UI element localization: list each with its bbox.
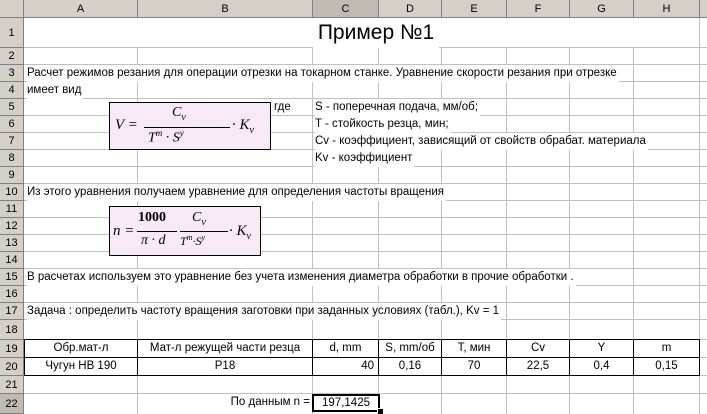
formula2-num1: 1000 <box>138 210 166 225</box>
formula-den-m: m <box>155 128 163 138</box>
formula2-lhs: n = <box>113 223 135 239</box>
definition-kv[interactable]: Kv - коэффициент <box>315 150 414 167</box>
table-header-cell[interactable]: m <box>633 339 700 358</box>
column-header-e[interactable]: E <box>442 0 507 18</box>
formula-numerator-sub: v <box>181 111 186 123</box>
definition-cv[interactable]: Cv - коэффициент, зависящий от свойств обрабат. материала <box>315 133 648 150</box>
row-header-3[interactable]: 3 <box>0 65 24 82</box>
result-cell[interactable]: 197,1425 <box>312 394 380 412</box>
column-header-g[interactable]: G <box>570 0 634 18</box>
rotation-frequency-formula[interactable] <box>109 206 261 256</box>
column-header-a[interactable]: A <box>24 0 138 18</box>
intro-text-line2[interactable]: имеет вид <box>27 82 83 99</box>
row-header-21[interactable]: 21 <box>0 376 24 394</box>
row-header-22[interactable]: 22 <box>0 394 24 414</box>
formula-numerator <box>172 105 186 123</box>
formula-k: · K <box>232 117 250 133</box>
row-header-5[interactable]: 5 <box>0 99 24 116</box>
cutting-speed-formula[interactable] <box>109 102 271 150</box>
row-header-17[interactable]: 17 <box>0 303 24 320</box>
formula2-num2-symbol: C <box>192 210 202 225</box>
row-header-1[interactable]: 1 <box>0 18 24 48</box>
table-value-cell[interactable]: Чугун НВ 190 <box>24 357 138 376</box>
row-header-19[interactable]: 19 <box>0 340 24 358</box>
column-header-partial <box>700 0 707 18</box>
table-value-cell[interactable]: 22,5 <box>506 357 570 376</box>
row-header-6[interactable]: 6 <box>0 116 24 133</box>
definition-s[interactable]: S - поперечная подача, мм/об; <box>315 99 480 116</box>
formula2-den-s: S <box>195 234 202 248</box>
formula2-k: · K <box>229 223 247 239</box>
formula-den-t: T <box>148 130 156 146</box>
formula2-k-sub: v <box>246 231 251 242</box>
table-header-cell[interactable]: Мат-л режущей части резца <box>137 339 313 358</box>
table-value-cell[interactable]: 40 <box>312 357 379 376</box>
row-header-14[interactable]: 14 <box>0 252 24 269</box>
fraction-bar <box>137 231 177 232</box>
formula2-den-m: m <box>186 233 193 242</box>
table-value-cell[interactable]: 0,4 <box>569 357 634 376</box>
row-header-10[interactable]: 10 <box>0 184 24 201</box>
table-header-cell[interactable]: Cv <box>506 339 570 358</box>
column-header-c[interactable]: C <box>313 0 379 18</box>
where-label[interactable]: где <box>274 101 291 113</box>
formula-den-y: y <box>179 128 184 138</box>
row-header-7[interactable]: 7 <box>0 133 24 150</box>
formula2-num2 <box>192 210 206 228</box>
task-text[interactable]: Задача : определить частоту вращения заготовки при заданных условиях (табл.), Kv = 1 <box>27 303 501 320</box>
formula2-den-y: y <box>201 233 206 242</box>
row-header-15[interactable]: 15 <box>0 269 24 286</box>
column-header-d[interactable]: D <box>379 0 442 18</box>
table-header-cell[interactable]: Обр.мат-л <box>24 339 138 358</box>
fraction-bar <box>180 231 228 232</box>
formula2-den2: $T^m\cdot S^y$ <box>180 233 206 248</box>
table-header-cell[interactable]: T, мин <box>441 339 507 358</box>
row-header-12[interactable]: 12 <box>0 218 24 235</box>
column-header-f[interactable]: F <box>507 0 570 18</box>
row-header-2[interactable]: 2 <box>0 48 24 65</box>
row-header-8[interactable]: 8 <box>0 150 24 167</box>
table-value-cell[interactable]: 0,16 <box>378 357 442 376</box>
formula-numerator-symbol: C <box>172 105 182 120</box>
formula2-multiplier <box>229 223 251 242</box>
select-all-corner[interactable] <box>0 0 24 18</box>
formula-multiplier <box>232 117 254 136</box>
row-header-18[interactable]: 18 <box>0 320 24 340</box>
column-header-h[interactable]: H <box>634 0 700 18</box>
formula-k-sub: v <box>249 125 254 136</box>
definition-t[interactable]: T - стойкость резца, мин; <box>315 116 451 133</box>
row-header-13[interactable]: 13 <box>0 235 24 252</box>
row-header-9[interactable]: 9 <box>0 167 24 184</box>
row-header-20[interactable]: 20 <box>0 358 24 376</box>
column-header-b[interactable]: B <box>138 0 313 18</box>
formula-den-s: S <box>172 130 180 146</box>
formula2-num2-sub: v <box>201 216 206 228</box>
table-value-cell[interactable]: 0,15 <box>633 357 700 376</box>
table-value-cell[interactable]: Р18 <box>137 357 313 376</box>
intro-text-line1[interactable]: Расчет режимов резания для операции отрезки на токарном станке. Уравнение скорости резания при отрезке <box>27 65 619 82</box>
row-header-16[interactable]: 16 <box>0 286 24 303</box>
page-title[interactable]: Пример №1 <box>313 18 439 48</box>
rotation-text[interactable]: Из этого уравнения получаем уравнение для определения частоты вращения <box>27 184 446 201</box>
table-header-cell[interactable]: Y <box>569 339 634 358</box>
result-label[interactable]: По данным n = <box>230 396 310 408</box>
formula2-den1: π · d <box>141 233 166 248</box>
table-value-cell[interactable]: 70 <box>441 357 507 376</box>
fill-handle[interactable] <box>377 408 384 414</box>
note-text[interactable]: В расчетах используем это уравнение без учета изменения диаметра обработки в прочие обработки . <box>27 269 576 286</box>
formula-lhs: V = <box>115 117 138 133</box>
table-header-cell[interactable]: d, mm <box>312 339 379 358</box>
table-header-cell[interactable]: S, mm/об <box>378 339 442 358</box>
formula-denominator: $T^m \cdot S^y$ <box>148 128 184 146</box>
row-header-11[interactable]: 11 <box>0 201 24 218</box>
formula2-den-t: T <box>180 234 187 248</box>
row-header-4[interactable]: 4 <box>0 82 24 99</box>
